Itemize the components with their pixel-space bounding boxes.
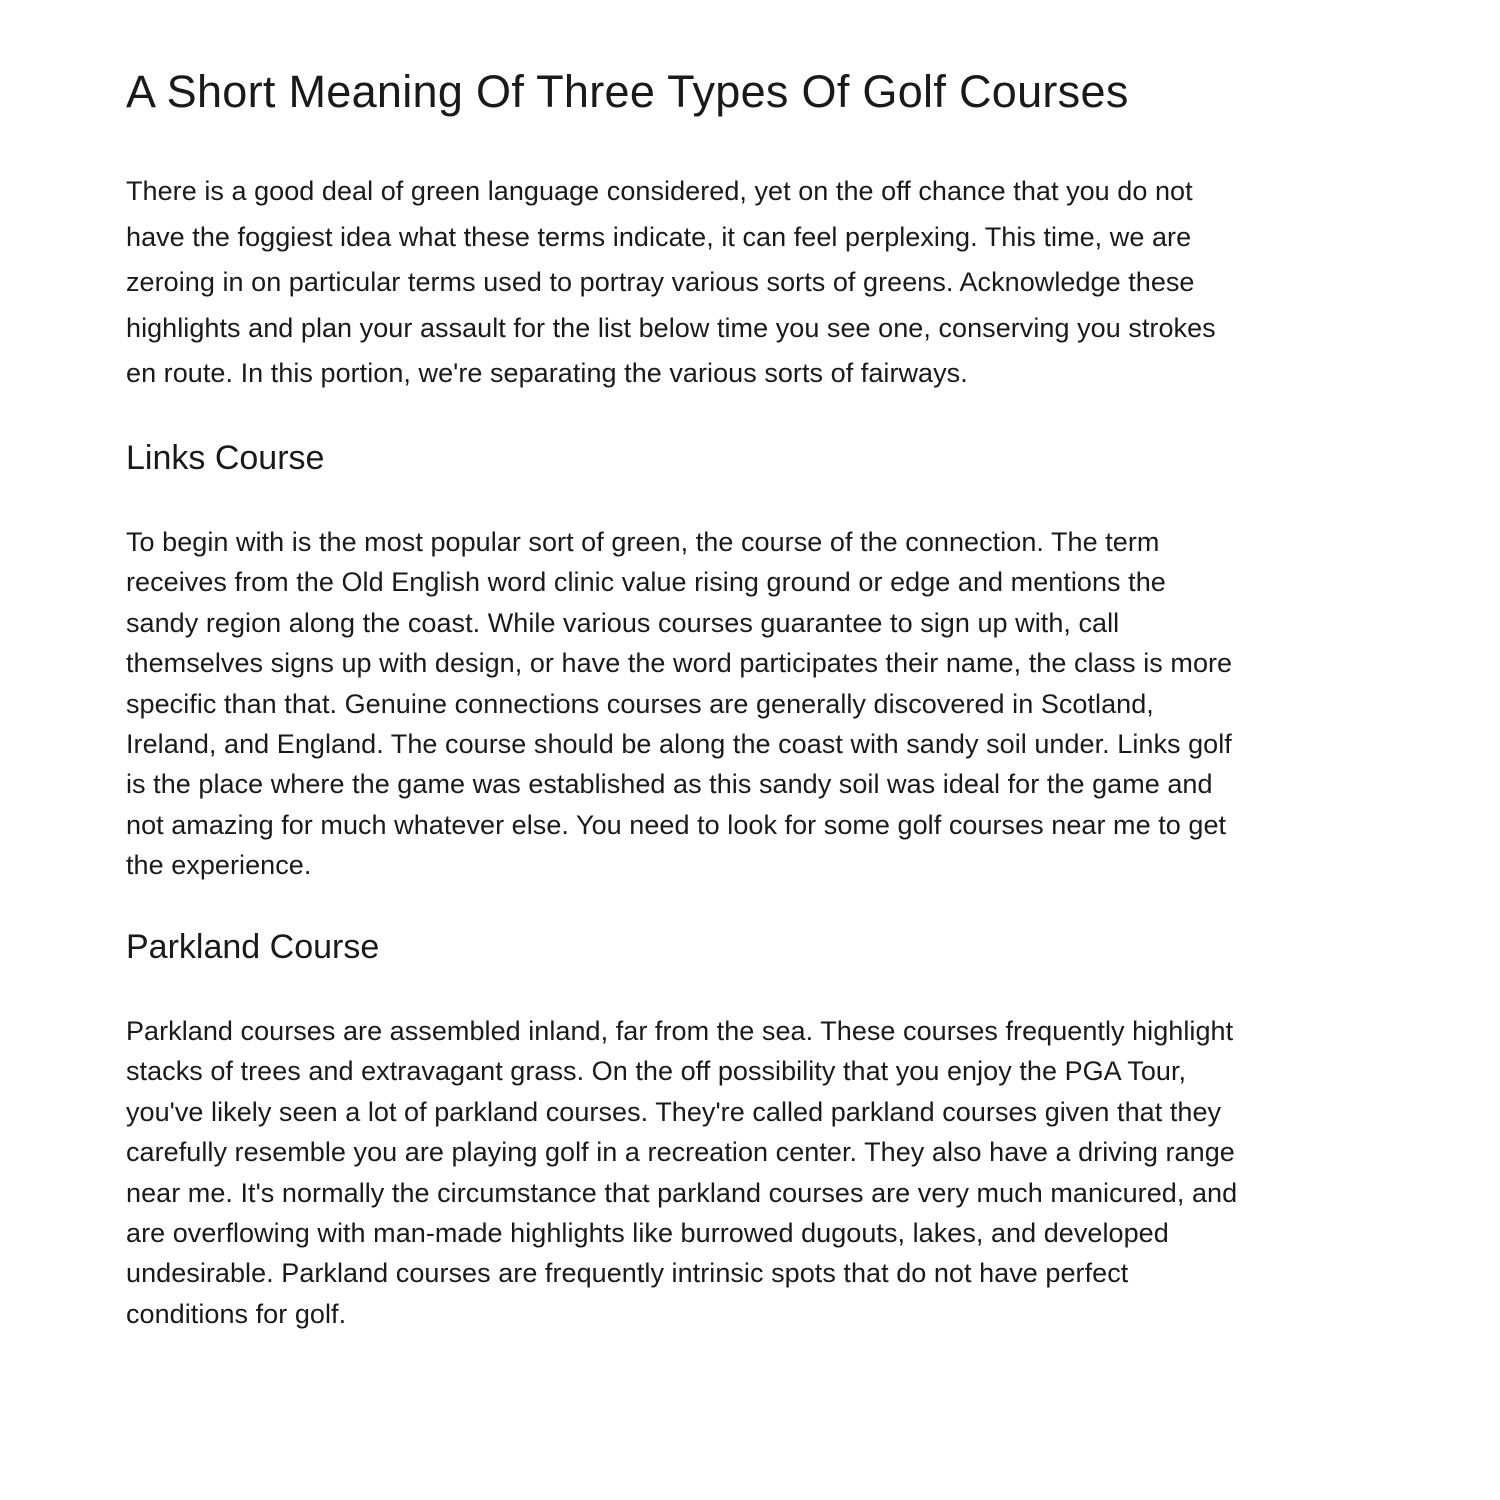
paragraph-line: There is a good deal of green language considered, yet on the off chance that you do not — [126, 176, 1193, 206]
paragraph-line: highlights and plan your assault for the list below time you see one, conserving you strokes — [126, 312, 1216, 343]
intro-paragraph — [126, 169, 1376, 397]
paragraph-line: Ireland, and England. The course should be along the coast with sandy soil under. Links golf — [126, 729, 1232, 760]
paragraph-line: stacks of trees and extravagant grass. On the off possibility that you enjoy the PGA Tour, — [126, 1056, 1187, 1087]
section-heading-parkland-course: Parkland Course — [126, 928, 380, 966]
paragraph-line: near me. It's normally the circumstance that parkland courses are very much manicured, and — [126, 1177, 1238, 1208]
paragraph-line: themselves signs up with design, or have the word participates their name, the class is more — [126, 648, 1233, 679]
paragraph-line: sandy region along the coast. While various courses guarantee to sign up with, call — [126, 607, 1120, 638]
paragraph-line: carefully resemble you are playing golf in a recreation center. They also have a driving range — [126, 1137, 1235, 1168]
paragraph-line: en route. In this portion, we're separating the various sorts of fairways. — [126, 358, 968, 388]
paragraph-line: To begin with is the most popular sort of green, the course of the connection. The term — [126, 527, 1160, 557]
paragraph-line: zeroing in on particular terms used to portray various sorts of greens. Acknowledge these — [126, 267, 1195, 297]
paragraph-line: the experience. — [126, 850, 312, 881]
paragraph-line: you've likely seen a lot of parkland courses. They're called parkland courses given that they — [126, 1096, 1222, 1127]
paragraph-line: not amazing for much whatever else. You need to look for some golf courses near me to get — [126, 809, 1227, 840]
paragraph-line: conditions for golf. — [126, 1298, 347, 1329]
document-title: A Short Meaning Of Three Types Of Golf Courses — [126, 66, 1129, 117]
paragraph-line: undesirable. Parkland courses are frequently intrinsic spots that do not have perfect — [126, 1258, 1129, 1289]
links-course-paragraph — [126, 522, 1376, 886]
paragraph-line: receives from the Old English word clinic value rising ground or edge and mentions the — [126, 567, 1166, 598]
paragraph-line: are overflowing with man-made highlights like burrowed dugouts, lakes, and developed — [126, 1218, 1169, 1249]
paragraph-line: specific than that. Genuine connections courses are generally discovered in Scotland, — [126, 688, 1154, 719]
section-heading-links-course: Links Course — [126, 439, 325, 477]
paragraph-line: is the place where the game was established as this sandy soil was ideal for the game and — [126, 769, 1213, 800]
paragraph-line: Parkland courses are assembled inland, far from the sea. These courses frequently highlight — [126, 1016, 1234, 1046]
parkland-course-paragraph — [126, 1011, 1376, 1334]
paragraph-line: have the foggiest idea what these terms indicate, it can feel perplexing. This time, we are — [126, 221, 1192, 252]
